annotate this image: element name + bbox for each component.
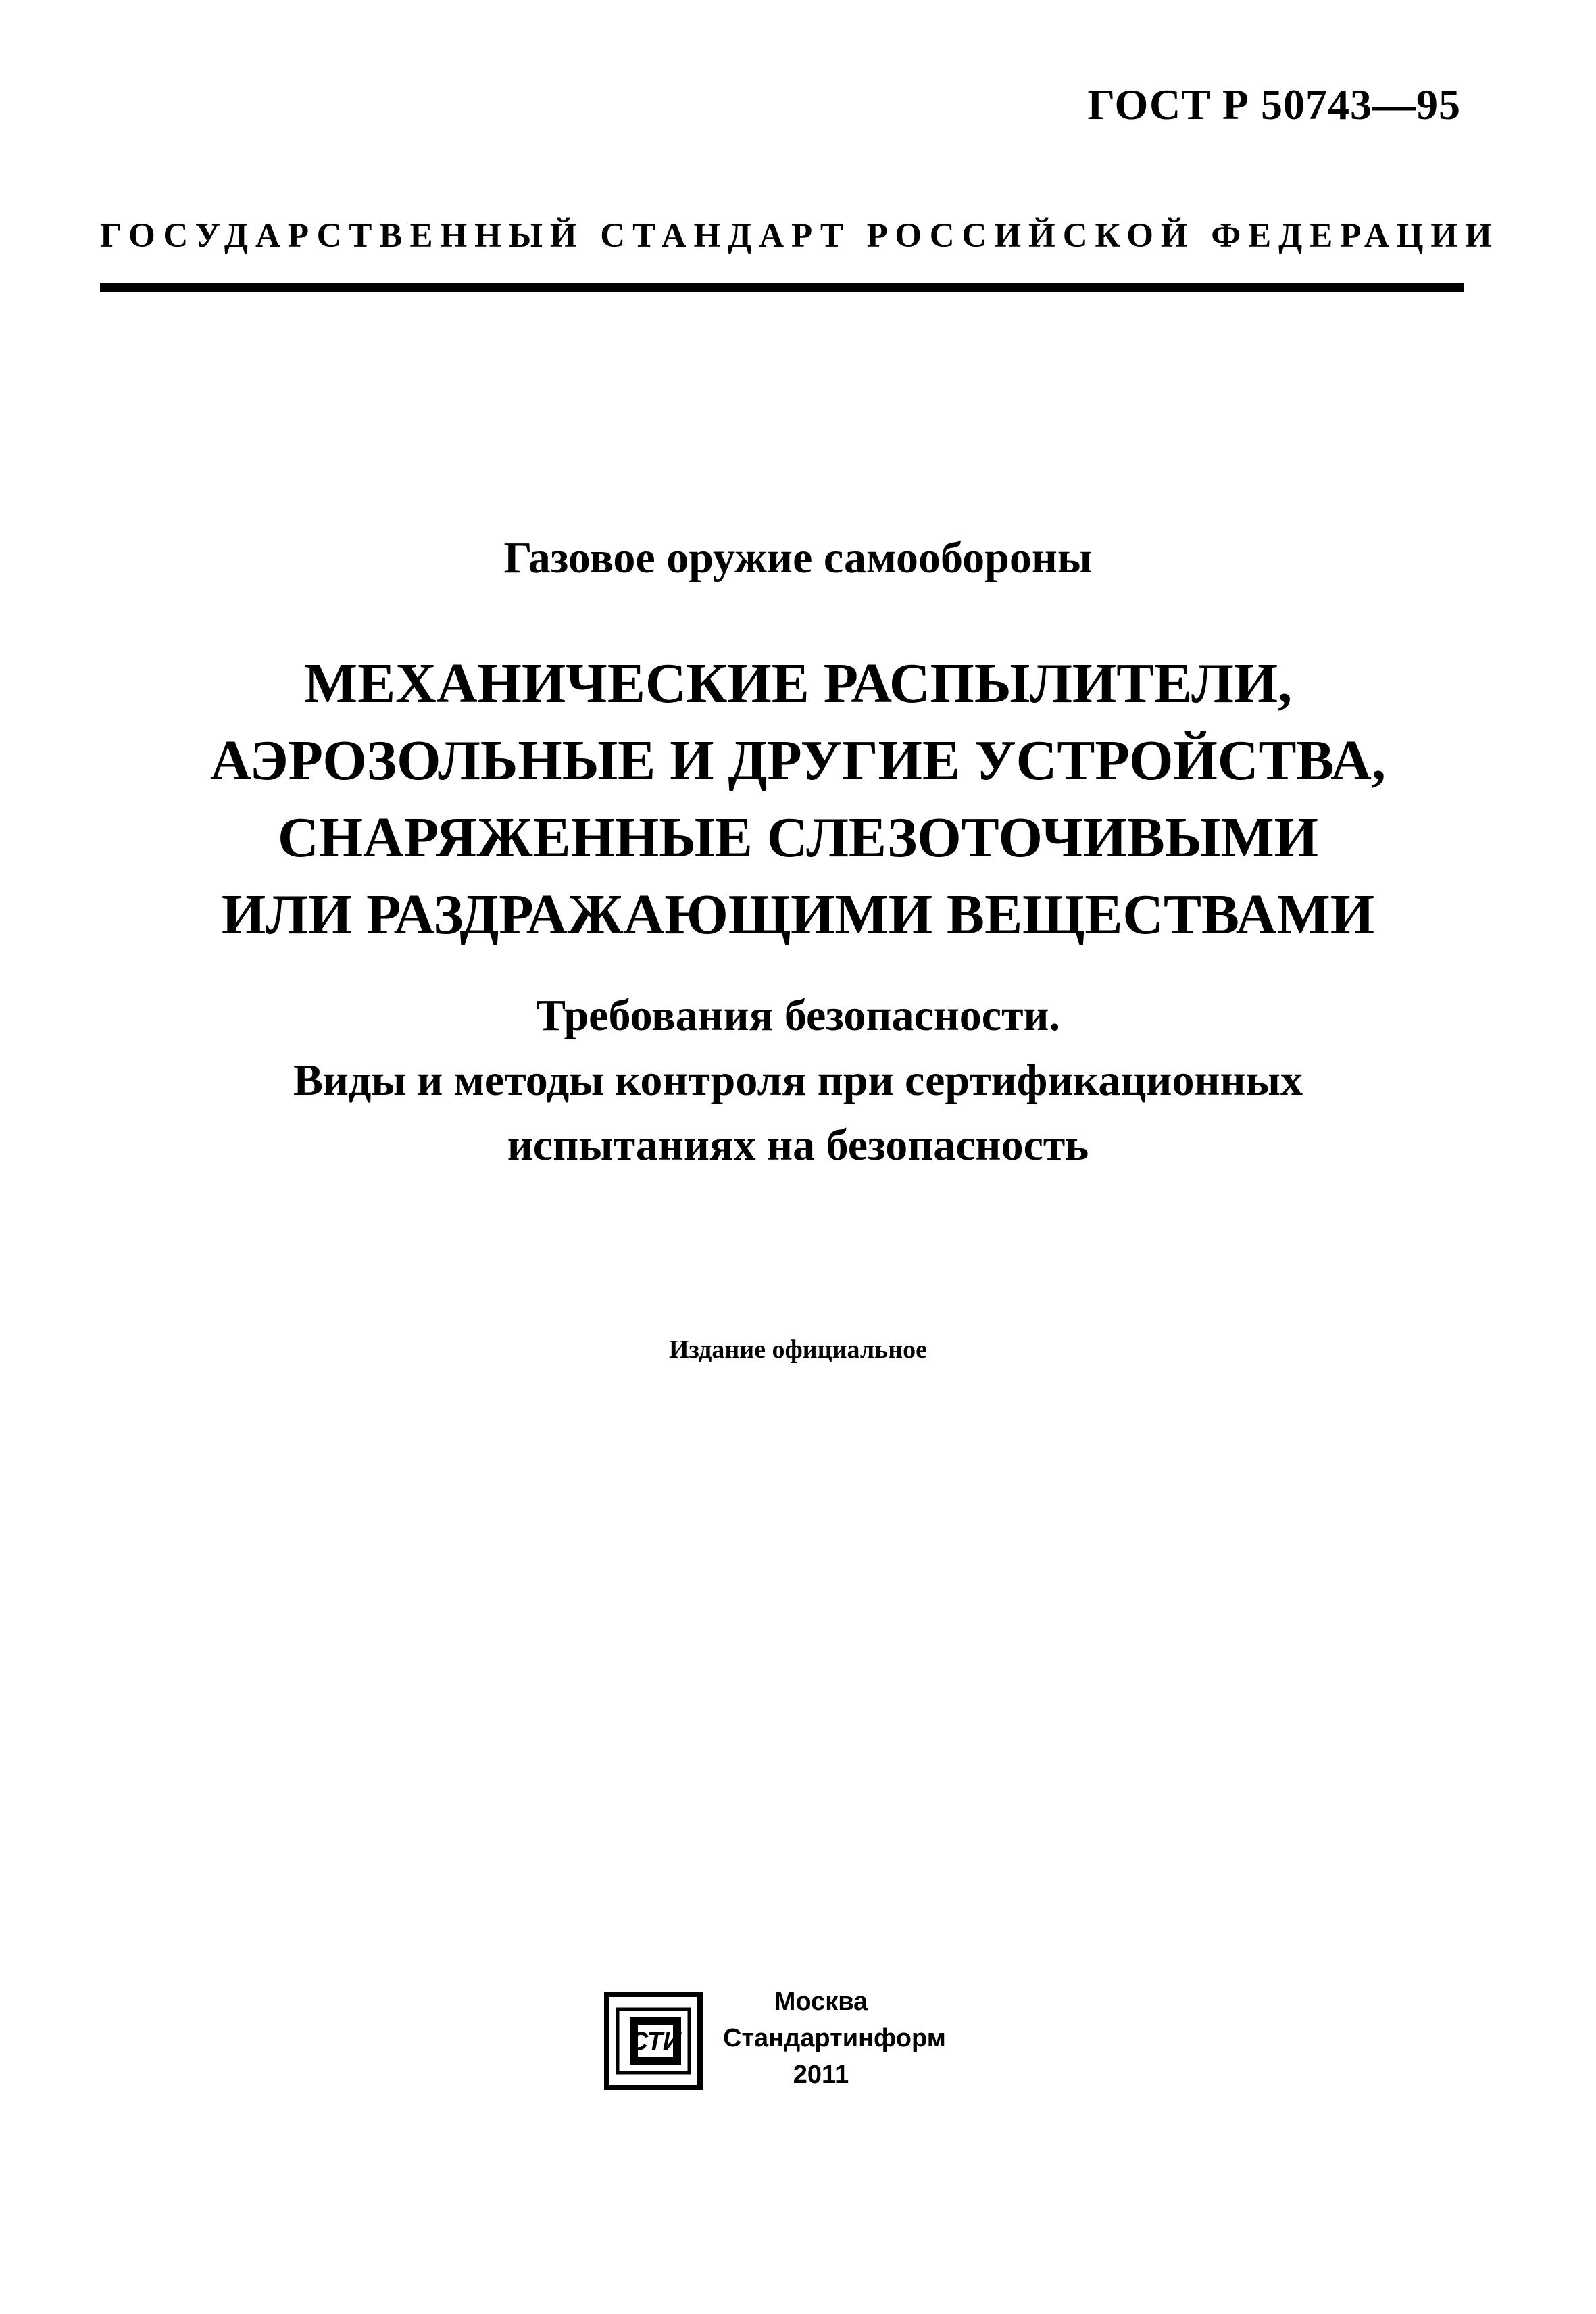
main-title	[0, 645, 1596, 954]
subtitle-line: Виды и методы контроля при сертификационных	[293, 1056, 1303, 1105]
state-standard-heading: ГОСУДАРСТВЕННЫЙ СТАНДАРТ РОССИЙСКОЙ ФЕДЕРАЦИИ	[100, 217, 1499, 255]
logo-lettering: СТИ	[629, 2027, 682, 2056]
standartinform-logo	[603, 1990, 704, 2092]
main-title-line: СНАРЯЖЕННЫЕ СЛЕЗОТОЧИВЫМИ	[278, 806, 1318, 869]
publisher-block	[723, 1984, 946, 2093]
document-number: ГОСТ Р 50743—95	[1087, 80, 1461, 128]
publisher-year: 2011	[793, 2061, 849, 2089]
publisher-name: Стандартинформ	[723, 2024, 946, 2052]
subtitle	[0, 983, 1596, 1178]
subtitle-line: испытаниях на безопасность	[507, 1121, 1089, 1170]
subtitle-line: Требования безопасности.	[535, 991, 1061, 1040]
document-subject: Газовое оружие самообороны	[503, 533, 1093, 583]
edition-note: Издание официальное	[668, 1335, 927, 1364]
main-title-line: МЕХАНИЧЕСКИЕ РАСПЫЛИТЕЛИ,	[303, 652, 1293, 715]
main-title-line: ИЛИ РАЗДРАЖАЮЩИМИ ВЕЩЕСТВАМИ	[221, 883, 1375, 946]
header-rule	[100, 283, 1464, 292]
main-title-line: АЭРОЗОЛЬНЫЕ И ДРУГИЕ УСТРОЙСТВА,	[210, 729, 1386, 792]
publisher-city: Москва	[774, 1988, 868, 2016]
